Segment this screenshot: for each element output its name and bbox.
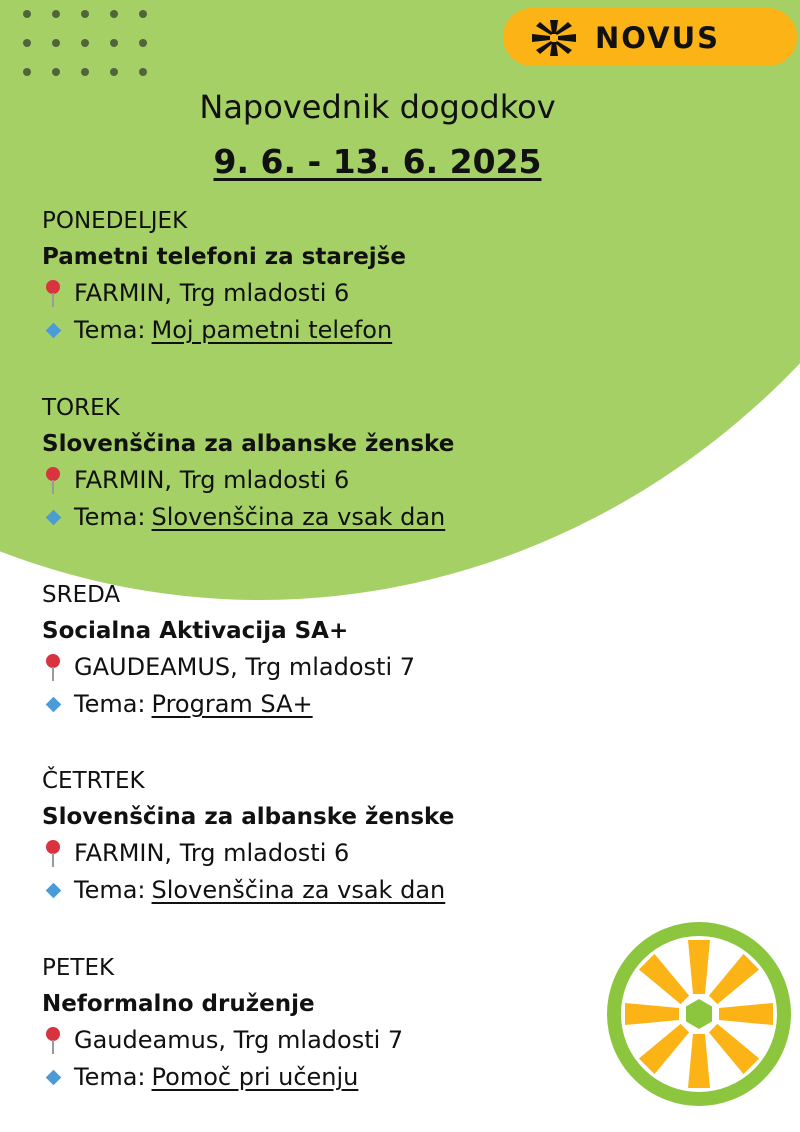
topic-label: Tema: <box>74 503 146 531</box>
dot <box>52 39 60 47</box>
event-location <box>42 838 454 869</box>
topic-label: Tema: <box>74 1063 146 1091</box>
sunburst-logo-icon <box>529 19 579 57</box>
dot <box>81 10 89 18</box>
topic-link[interactable]: Pomoč pri učenju <box>151 1063 359 1091</box>
novus-logo <box>503 8 797 66</box>
topic-link[interactable]: Slovenščina za vsak dan <box>151 876 446 904</box>
diamond-icon <box>42 699 64 710</box>
location-text: FARMIN, Trg mladosti 6 <box>74 839 350 867</box>
event-title: Pametni telefoni za starejše <box>42 244 406 270</box>
diamond-icon <box>42 1072 64 1083</box>
dot <box>139 10 147 18</box>
event-location <box>42 278 406 309</box>
date-range: 9. 6. - 13. 6. 2025 <box>213 142 542 181</box>
dot <box>139 68 147 76</box>
decorative-dot-grid <box>23 10 147 76</box>
diamond-icon <box>42 885 64 896</box>
pin-icon <box>42 839 64 869</box>
topic-link[interactable]: Moj pametni telefon <box>151 316 393 344</box>
event-title: Slovenščina za albanske ženske <box>42 431 455 457</box>
topic-label: Tema: <box>74 876 146 904</box>
topic-link[interactable]: Slovenščina za vsak dan <box>151 503 446 531</box>
dot <box>23 39 31 47</box>
page-title: Napovednik dogodkov <box>199 88 556 126</box>
orange-wheel-icon <box>606 921 792 1107</box>
dot <box>52 68 60 76</box>
event-title: Neformalno druženje <box>42 991 315 1017</box>
event-topic <box>42 875 454 906</box>
logo-wordmark: NOVUS <box>595 21 721 55</box>
event-topic <box>42 502 454 533</box>
event-day: PETEK <box>42 955 115 981</box>
diamond-icon <box>42 512 64 523</box>
event-day: TOREK <box>42 395 120 421</box>
pin-icon <box>42 653 64 683</box>
dot <box>23 68 31 76</box>
dot <box>110 10 118 18</box>
event-monday <box>42 206 406 352</box>
pin-icon <box>42 279 64 309</box>
topic-label: Tema: <box>74 316 146 344</box>
location-text: GAUDEAMUS, Trg mladosti 7 <box>74 653 416 681</box>
event-title: Slovenščina za albanske ženske <box>42 804 455 830</box>
dot <box>110 39 118 47</box>
topic-label: Tema: <box>74 690 146 718</box>
event-day: PONEDELJEK <box>42 208 188 234</box>
event-location <box>42 465 454 496</box>
event-location <box>42 652 415 683</box>
event-location <box>42 1025 403 1056</box>
location-text: Gaudeamus, Trg mladosti 7 <box>74 1026 404 1054</box>
topic-link[interactable]: Program SA+ <box>151 690 313 718</box>
dot <box>81 39 89 47</box>
event-day: ČETRTEK <box>42 768 145 794</box>
event-topic <box>42 689 415 720</box>
location-text: FARMIN, Trg mladosti 6 <box>74 466 350 494</box>
diamond-icon <box>42 325 64 336</box>
event-topic <box>42 315 406 346</box>
dot <box>110 68 118 76</box>
event-wednesday <box>42 580 415 726</box>
event-tuesday <box>42 393 454 539</box>
dot <box>81 68 89 76</box>
event-day: SREDA <box>42 582 121 608</box>
dot <box>52 10 60 18</box>
event-topic <box>42 1062 403 1093</box>
pin-icon <box>42 466 64 496</box>
event-thursday <box>42 766 454 912</box>
event-friday <box>42 953 403 1099</box>
location-text: FARMIN, Trg mladosti 6 <box>74 279 350 307</box>
dot <box>139 39 147 47</box>
event-title: Socialna Aktivacija SA+ <box>42 618 349 644</box>
dot <box>23 10 31 18</box>
pin-icon <box>42 1026 64 1056</box>
